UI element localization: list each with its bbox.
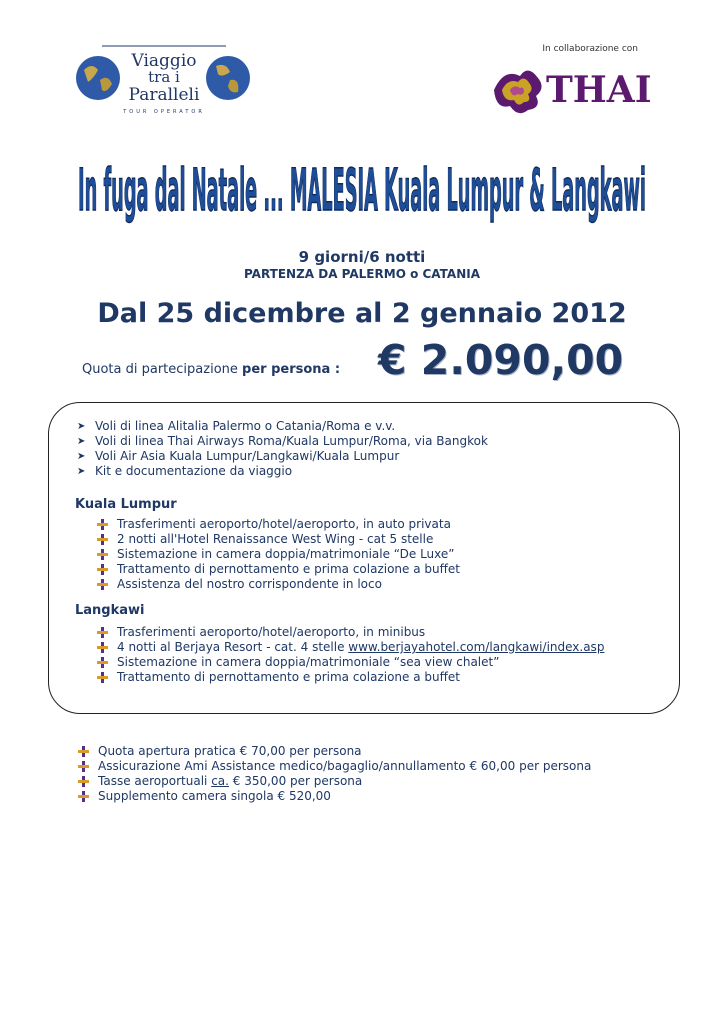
list-item: Assicurazione Ami Assistance medico/bagaglio/annullamento € 60,00 per persona — [78, 759, 591, 774]
plus-bullet-icon — [78, 746, 89, 757]
svg-text:Paralleli: Paralleli — [128, 85, 200, 105]
section-title-kuala-lumpur: Kuala Lumpur — [75, 497, 177, 512]
arrow-bullet-icon: ➤ — [77, 466, 86, 477]
package-details-box — [48, 402, 680, 714]
list-item: ➤ Voli di linea Thai Airways Roma/Kuala Lumpur/Roma, via Bangkok — [77, 434, 488, 448]
list-item: Trattamento di pernottamento e prima colazione a buffet — [97, 670, 604, 685]
list-item: 4 notti al Berjaya Resort - cat. 4 stelle www.berjayahotel.com/langkawi/index.asp — [97, 640, 604, 655]
plus-bullet-icon — [78, 761, 89, 772]
kuala-lumpur-list — [97, 517, 460, 592]
list-item: ➤ Voli Air Asia Kuala Lumpur/Langkawi/Kuala Lumpur — [77, 449, 400, 463]
arrow-bullet-icon: ➤ — [77, 436, 86, 447]
plus-bullet-icon — [97, 657, 108, 668]
list-item: Trasferimenti aeroporto/hotel/aeroporto, in auto privata — [97, 517, 460, 532]
list-item: Tasse aeroportuali ca. € 350,00 per persona — [78, 774, 591, 789]
list-item: ➤ Kit e documentazione da viaggio — [77, 464, 293, 478]
plus-bullet-icon — [97, 564, 108, 575]
arrow-bullet-icon: ➤ — [77, 451, 86, 462]
plus-bullet-icon — [97, 672, 108, 683]
price-value: € 2.090,00 — [378, 336, 624, 384]
svg-text:THAI: THAI — [546, 69, 652, 111]
departure-info: PARTENZA DA PALERMO o CATANIA — [243, 267, 480, 281]
list-item: Trattamento di pernottamento e prima colazione a buffet — [97, 562, 460, 577]
plus-bullet-icon — [97, 579, 108, 590]
price-row — [82, 336, 682, 390]
list-item: Assistenza del nostro corrispondente in loco — [97, 577, 460, 592]
price-label: Quota di partecipazione per persona : — [82, 362, 341, 377]
plus-bullet-icon — [97, 627, 108, 638]
list-item: Quota apertura pratica € 70,00 per persona — [78, 744, 591, 759]
langkawi-list — [97, 625, 604, 685]
list-item: Trasferimenti aeroporto/hotel/aeroporto, in minibus — [97, 625, 604, 640]
list-item: Sistemazione in camera doppia/matrimoniale “sea view chalet” — [97, 655, 604, 670]
plus-bullet-icon — [97, 534, 108, 545]
svg-text:In fuga dal Natale ... MALESIA: In fuga dal Natale ... MALESIA Kuala Lumpur & Langkawi — [77, 160, 646, 224]
collaboration-label: In collaborazione con — [542, 44, 638, 54]
plus-bullet-icon — [78, 791, 89, 802]
thai-airways-logo — [488, 60, 658, 118]
plus-bullet-icon — [97, 642, 108, 653]
list-item: ➤ Voli di linea Alitalia Palermo o Catania/Roma e v.v. — [77, 419, 396, 433]
extras-list — [78, 744, 591, 804]
list-item: Sistemazione in camera doppia/matrimoniale “De Luxe” — [97, 547, 460, 562]
plus-bullet-icon — [97, 519, 108, 530]
svg-text:Viaggio: Viaggio — [131, 51, 197, 71]
page-title — [0, 160, 724, 230]
trip-dates: Dal 25 dicembre al 2 gennaio 2012 — [97, 298, 627, 329]
trip-duration: 9 giorni/6 notti — [298, 248, 426, 266]
plus-bullet-icon — [78, 776, 89, 787]
section-title-langkawi: Langkawi — [75, 603, 145, 618]
plus-bullet-icon — [97, 549, 108, 560]
viaggio-tra-i-paralleli-logo — [74, 44, 254, 116]
berjaya-hotel-link[interactable]: www.berjayahotel.com/langkawi/index.asp — [348, 640, 605, 654]
flights-list — [75, 419, 488, 479]
list-item: Supplemento camera singola € 520,00 — [78, 789, 591, 804]
svg-text:TOUR OPERATOR: TOUR OPERATOR — [123, 109, 205, 115]
list-item: 2 notti all'Hotel Renaissance West Wing - cat 5 stelle — [97, 532, 460, 547]
arrow-bullet-icon: ➤ — [77, 421, 86, 432]
svg-text:tra i: tra i — [148, 68, 180, 86]
